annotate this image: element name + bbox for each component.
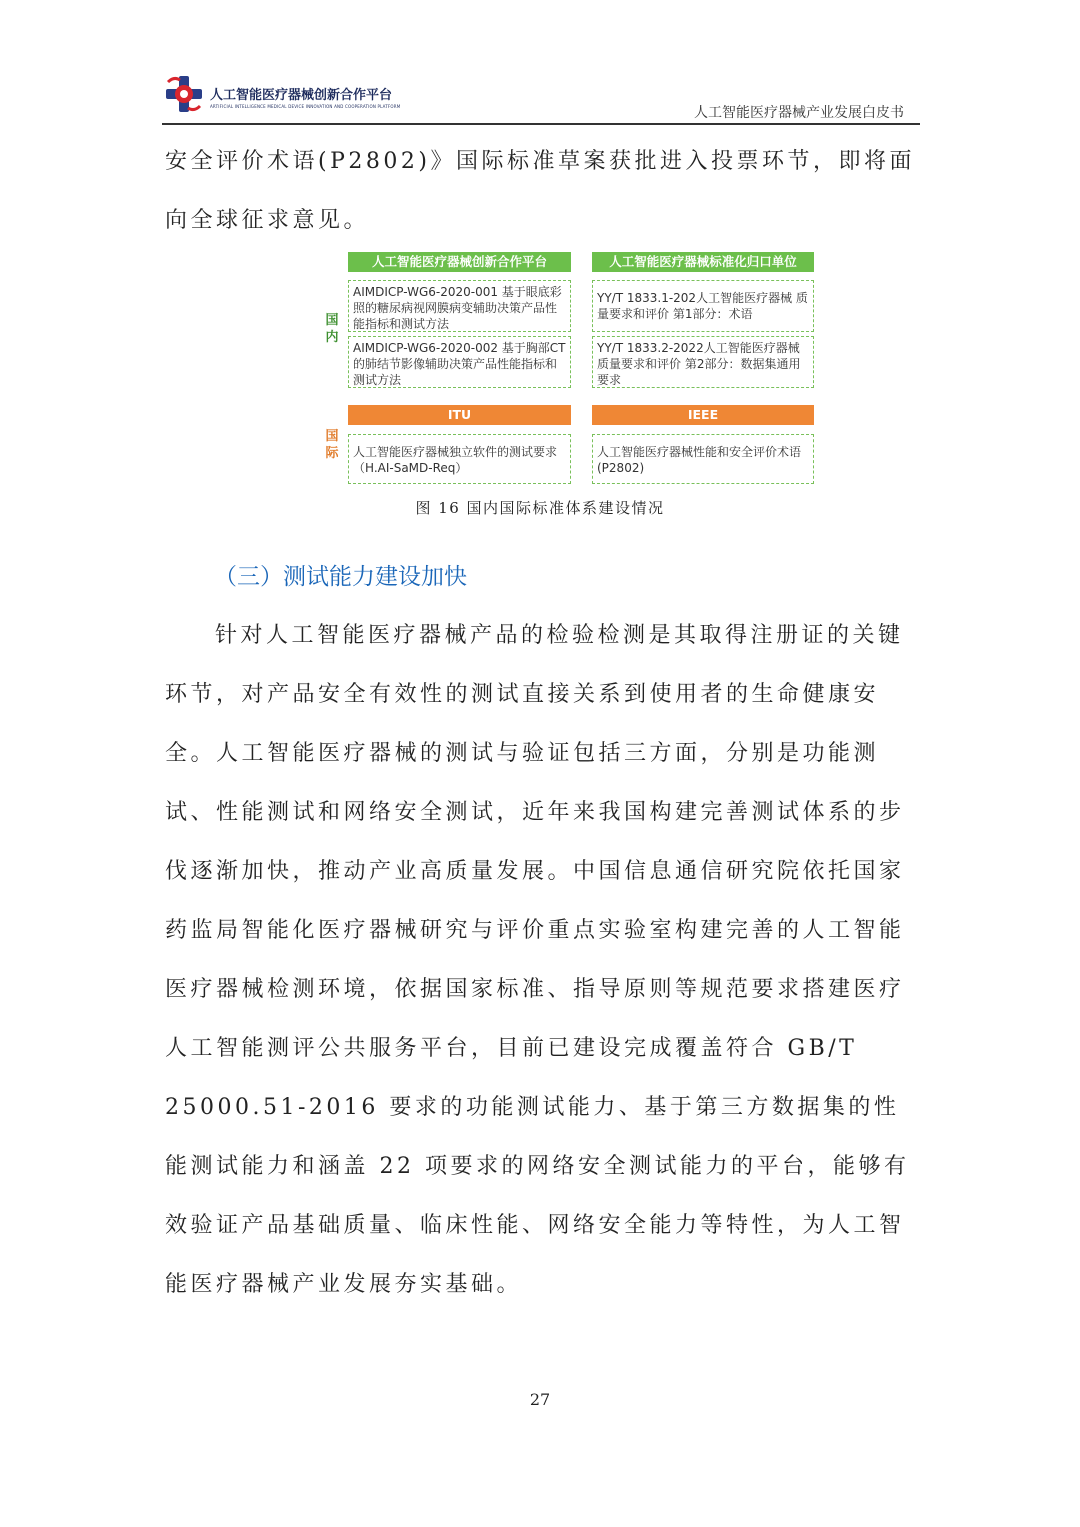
international-label: 国际 <box>325 429 339 461</box>
standard-item: AIMDICP-WG6-2020-002 基于胸部CT的肺结节影像辅助决策产品性能指标和测试方法 <box>348 336 571 388</box>
ieee-header: IEEE <box>592 405 814 425</box>
figure-caption: 图 16 国内国际标准体系建设情况 <box>415 499 665 517</box>
section-heading: （三）测试能力建设加快 <box>214 564 467 590</box>
standardization-unit-header: 人工智能医疗器械标准化归口单位 <box>592 252 814 272</box>
body-paragraph: 针对人工智能医疗器械产品的检验检测是其取得注册证的关键环节，对产品安全有效性的测试直接关系到使用者的生命健康安全。人工智能医疗器械的测试与验证包括三方面，分别是功能测试、性能测试和网络安全测试，近年来我国构建完善测试体系的步伐逐渐加快，推动产业高质量发展。中国信息通信研究院依托国家药监局智能化医疗器械研究与评价重点实验室构建完善的人工智能医疗器械检测环境，依据国家标准、指导原则等规范要求搭建医疗人工智能测评公共服务平台，目前已建设完成覆盖符合 GB/T 25000.51-2016 要求的功能测试能力、基于第三方数据集的性能测试能力和涵盖 22 项要求的网络安全测试能力的平台，能够有效验证产品基础质量、临床性能、网络安全能力等特性，为人工智能医疗器械产业发展夯实基础。 <box>165 623 910 1297</box>
standard-item: 人工智能医疗器械性能和安全评价术语(P2802) <box>592 434 814 484</box>
page-number: 27 <box>529 1390 551 1409</box>
standards-figure <box>322 250 822 490</box>
intro-paragraph: 安全评价术语(P2802)》国际标准草案获批进入投票环节，即将面向全球征求意见。 <box>165 149 915 233</box>
domestic-label: 国内 <box>325 313 339 345</box>
standard-item: 人工智能医疗器械独立软件的测试要求（H.AI-SaMD-Req） <box>348 434 571 484</box>
cross-emblem-icon <box>162 72 206 116</box>
standard-item: YY/T 1833.2-2022人工智能医疗器械 质量要求和评价 第2部分：数据集通用要求 <box>592 336 814 388</box>
platform-subtitle: ARTIFICIAL INTELLIGENCE MEDICAL DEVICE INNOVATION AND COOPERATION PLATFORM <box>210 104 401 109</box>
page-header <box>162 62 920 126</box>
document-title: 人工智能医疗器械产业发展白皮书 <box>694 105 904 121</box>
header-divider <box>162 123 920 125</box>
platform-name: 人工智能医疗器械创新合作平台 <box>210 88 393 103</box>
standard-item: YY/T 1833.1-202人工智能医疗器械 质量要求和评价 第1部分：术语 <box>592 280 814 332</box>
itu-header: ITU <box>348 405 571 425</box>
platform-column-header: 人工智能医疗器械创新合作平台 <box>348 252 571 272</box>
standard-item: AIMDICP-WG6-2020-001 基于眼底彩照的糖尿病视网膜病变辅助决策产品性能指标和测试方法 <box>348 280 571 332</box>
